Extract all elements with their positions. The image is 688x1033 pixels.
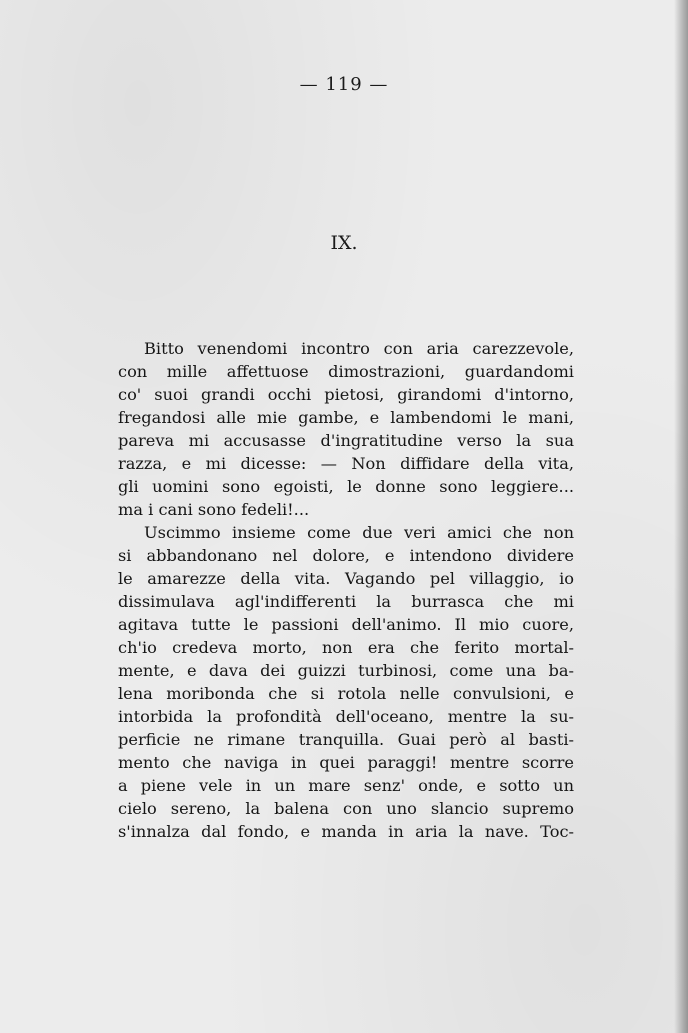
paragraph-1: [118, 337, 574, 521]
text-line: mento che naviga in quei paraggi! mentre scorre: [118, 753, 574, 772]
page-edge-shadow: [674, 0, 688, 1033]
chapter-heading: IX.: [330, 232, 358, 254]
text-line: cielo sereno, la balena con uno slancio supremo: [118, 799, 574, 818]
text-line: mente, e dava dei guizzi turbinosi, come una ba-: [118, 661, 574, 680]
text-line: s'innalza dal fondo, e manda in aria la nave. Toc-: [118, 822, 574, 841]
text-line: intorbida la profondità dell'oceano, mentre la su-: [118, 707, 574, 726]
text-line: pareva mi accusasse d'ingratitudine verso la sua: [118, 431, 574, 450]
text-line: Uscimmo insieme come due veri amici che non: [144, 523, 574, 542]
text-line: si abbandonano nel dolore, e intendono dividere: [118, 546, 574, 565]
text-line: gli uomini sono egoisti, le donne sono leggiere...: [118, 477, 574, 496]
text-line: ch'io credeva morto, non era che ferito mortal-: [118, 638, 574, 657]
text-line: ma i cani sono fedeli!...: [118, 500, 310, 519]
text-line: dissimulava agl'indifferenti la burrasca che mi: [118, 592, 574, 611]
text-line: Bitto venendomi incontro con aria carezzevole,: [144, 339, 574, 358]
body-text: [118, 337, 574, 843]
paragraph-2: [118, 521, 574, 843]
text-line: razza, e mi dicesse: — Non diffidare della vita,: [118, 454, 574, 473]
text-line: a piene vele in un mare senz' onde, e sotto un: [118, 776, 574, 795]
text-line: agitava tutte le passioni dell'animo. Il mio cuore,: [118, 615, 574, 634]
text-line: con mille affettuose dimostrazioni, guardandomi: [118, 362, 574, 381]
text-line: perficie ne rimane tranquilla. Guai però al basti-: [118, 730, 574, 749]
text-line: lena moribonda che si rotola nelle convulsioni, e: [118, 684, 574, 703]
text-line: le amarezze della vita. Vagando pel villaggio, io: [118, 569, 574, 588]
text-line: co' suoi grandi occhi pietosi, girandomi d'intorno,: [118, 385, 574, 404]
page-number: — 119 —: [299, 74, 389, 95]
text-line: fregandosi alle mie gambe, e lambendomi le mani,: [118, 408, 574, 427]
